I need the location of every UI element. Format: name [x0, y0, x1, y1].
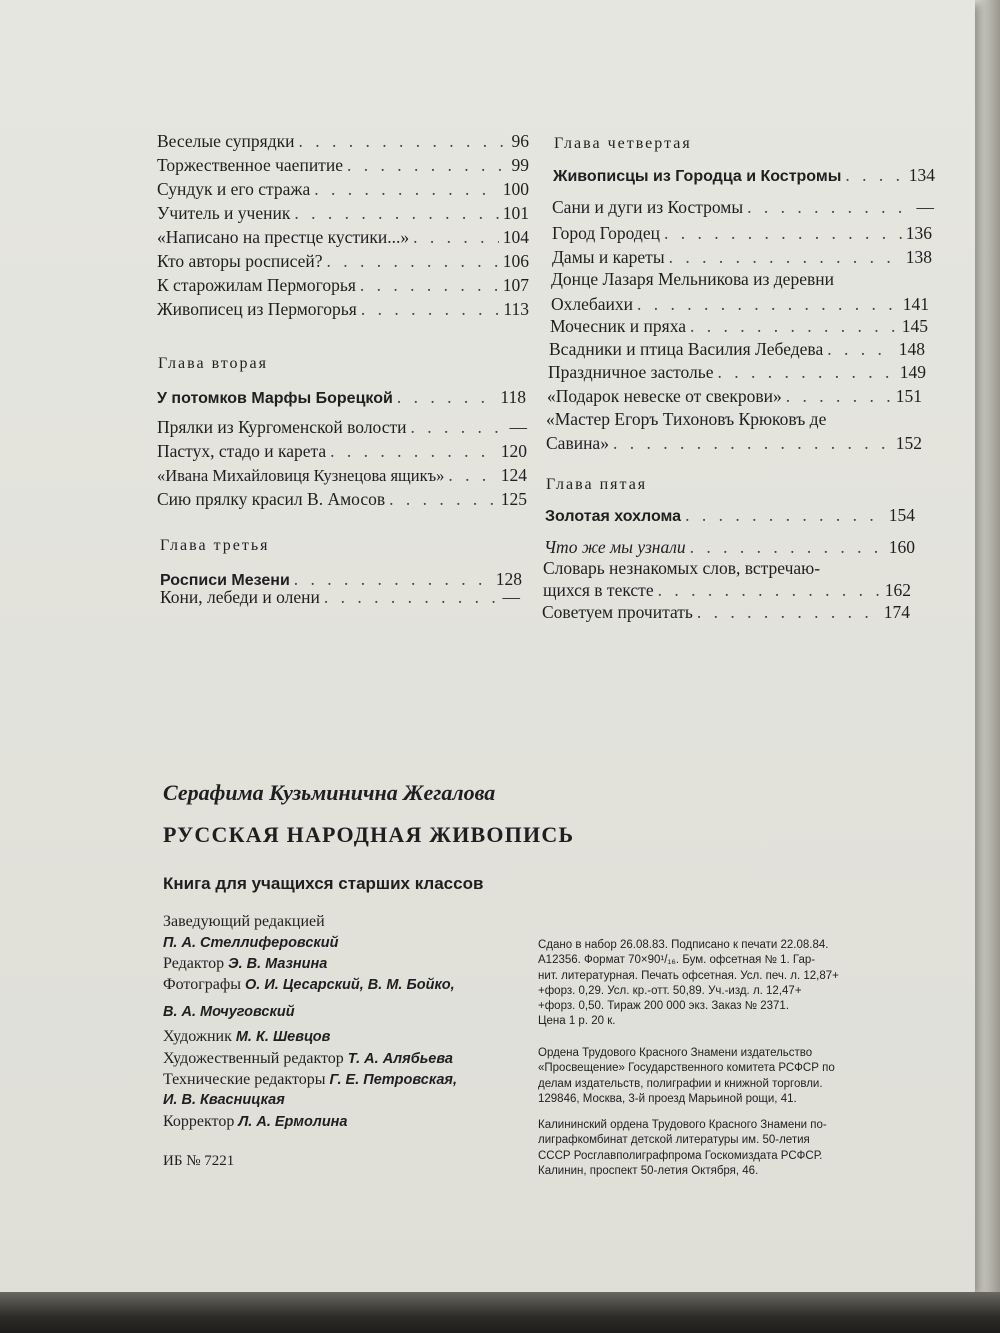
imprint-line: +форз. 0,29. Усл. кр.-отт. 50,89. Уч.-изд. л. 12,47+ [538, 984, 802, 997]
chapter-title: Золотая хохлома . . . 154 [545, 504, 915, 528]
toc-entry: Всадники и птица Василия Лебедева . . . 148 [549, 338, 925, 360]
toc-entry: Праздничное застолье . . . 149 [548, 361, 926, 383]
imprint-line: Цена 1 р. 20 к. [538, 1015, 616, 1028]
imprint-line: 129846, Москва, 3-й проезд Марьиной рощи, 41. [538, 1092, 797, 1105]
imprint-printer [538, 1118, 890, 1179]
imprint-line: нит. литературная. Печать офсетная. Усл. печ. л. 12,87+ [538, 969, 839, 982]
book-title: РУССКАЯ НАРОДНАЯ ЖИВОПИСЬ [163, 822, 575, 847]
toc-entry: Словарь незнакомых слов, встречаю- [543, 558, 821, 578]
credit-line: Заведующий редакцией [163, 913, 325, 930]
toc-entry: Сию прялку красил В. Амосов . . . 125 [157, 488, 527, 510]
toc-entry: Охлебаихи . . . 141 [551, 293, 929, 315]
book-subtitle: Книга для учащихся старших классов [163, 874, 484, 893]
toc-entry: Кто авторы росписей? . . . 106 [157, 250, 529, 272]
toc-entry: Пастух, стадо и карета . . . 120 [157, 440, 527, 462]
chapter-title: У потомков Марфы Борецкой . . . 118 [157, 386, 526, 410]
toc-entry: Веселые супрядки . . . 96 [157, 130, 529, 152]
imprint-line: Ордена Трудового Красного Знамени издательство [538, 1047, 813, 1059]
credit-line: Фотографы О. И. Цесарский, В. М. Бойко, [163, 976, 455, 993]
imprint-line: СССР Росглавполиграфпрома Госкомиздата РСФСР. [538, 1149, 823, 1162]
toc-entry: Мочесник и пряха . . . 145 [550, 315, 928, 337]
chapter-label: Глава вторая [158, 355, 268, 372]
toc-entry: Советуем прочитать . . . 174 [542, 601, 910, 623]
toc-entry: Живописец из Пермогорья . . . 113 [157, 298, 529, 320]
toc-entry: Сундук и его стража . . . 100 [157, 178, 529, 200]
chapter-label: Глава четвертая [554, 135, 692, 152]
toc-entry: Дамы и кареты . . . 138 [552, 246, 932, 268]
credit-line: И. В. Квасницкая [163, 1092, 285, 1108]
credit-line: Художественный редактор Т. А. Алябьева [163, 1050, 453, 1067]
imprint-line: Сдано в набор 26.08.83. Подписано к печати 22.08.84. [538, 939, 829, 951]
toc-entry: К старожилам Пермогорья . . . 107 [157, 274, 529, 296]
chapter-label: Глава третья [160, 537, 270, 554]
imprint-publisher [538, 1046, 890, 1107]
toc-entry: «Написано на престце кустики...» . . . 104 [157, 226, 529, 248]
toc-entry: Прялки из Кургоменской волости . . . — [157, 416, 527, 438]
toc-entry: «Мастер Егоръ Тихоновъ Крюковъ де [546, 409, 827, 429]
toc-entry: Сани и дуги из Костромы . . . — [552, 196, 934, 218]
ib-number: ИБ № 7221 [163, 1153, 235, 1169]
imprint-line: делам издательств, полиграфии и книжной торговли. [538, 1077, 823, 1090]
chapter-label: Глава пятая [546, 476, 648, 493]
imprint-line: «Просвещение» Государственного комитета РСФСР по [538, 1062, 835, 1075]
imprint-line: +форз. 0,50. Тираж 200 000 экз. Заказ № 2371. [538, 1000, 790, 1013]
toc-entry: Кони, лебеди и олени . . . — [160, 586, 520, 608]
toc-entry: щихся в тексте . . . 162 [543, 579, 911, 601]
toc-entry: «Подарок невеске от свекрови» . . . 151 [547, 385, 922, 407]
credit-line: В. А. Мочуговский [163, 1004, 295, 1020]
author-name: Серафима Кузьминична Жегалова [163, 780, 496, 805]
toc-entry: Торжественное чаепитие . . . 99 [157, 154, 529, 176]
toc-entry: Донце Лазаря Мельникова из деревни [551, 269, 834, 289]
imprint-line: Калининский ордена Трудового Красного Знамени по- [538, 1119, 827, 1131]
table-surface [0, 1292, 1000, 1333]
imprint-line: лиграфкомбинат детской литературы им. 50-летия [538, 1134, 810, 1147]
credit-line: Технические редакторы Г. Е. Петровская, [163, 1071, 457, 1088]
toc-entry: Город Городец . . . 136 [552, 222, 932, 244]
toc-entry: Что же мы узнали . . . 160 [544, 536, 915, 558]
imprint-line: Калинин, проспект 50-летия Октября, 46. [538, 1164, 759, 1177]
credit-line: Редактор Э. В. Мазнина [163, 955, 328, 972]
imprint-line: А12356. Формат 70×90¹/₁₆. Бум. офсетная № 1. Гар- [538, 954, 816, 967]
toc-entry: Учитель и ученик . . . 101 [157, 202, 529, 224]
chapter-title: Росписи Мезени . . . 128 [160, 568, 522, 592]
toc-entry: Савина» . . . 152 [546, 432, 922, 454]
credit-line: П. А. Стеллиферовский [163, 935, 339, 951]
credit-line: Корректор Л. А. Ермолина [163, 1113, 348, 1130]
credit-line: Художник М. К. Шевцов [163, 1028, 331, 1045]
chapter-title: Живописцы из Городца и Костромы . . . 134 [553, 164, 935, 188]
imprint-print-details [538, 938, 890, 1030]
toc-entry: «Ивана Михайловиця Кузнецова ящикъ» . . . 124 [157, 464, 527, 487]
